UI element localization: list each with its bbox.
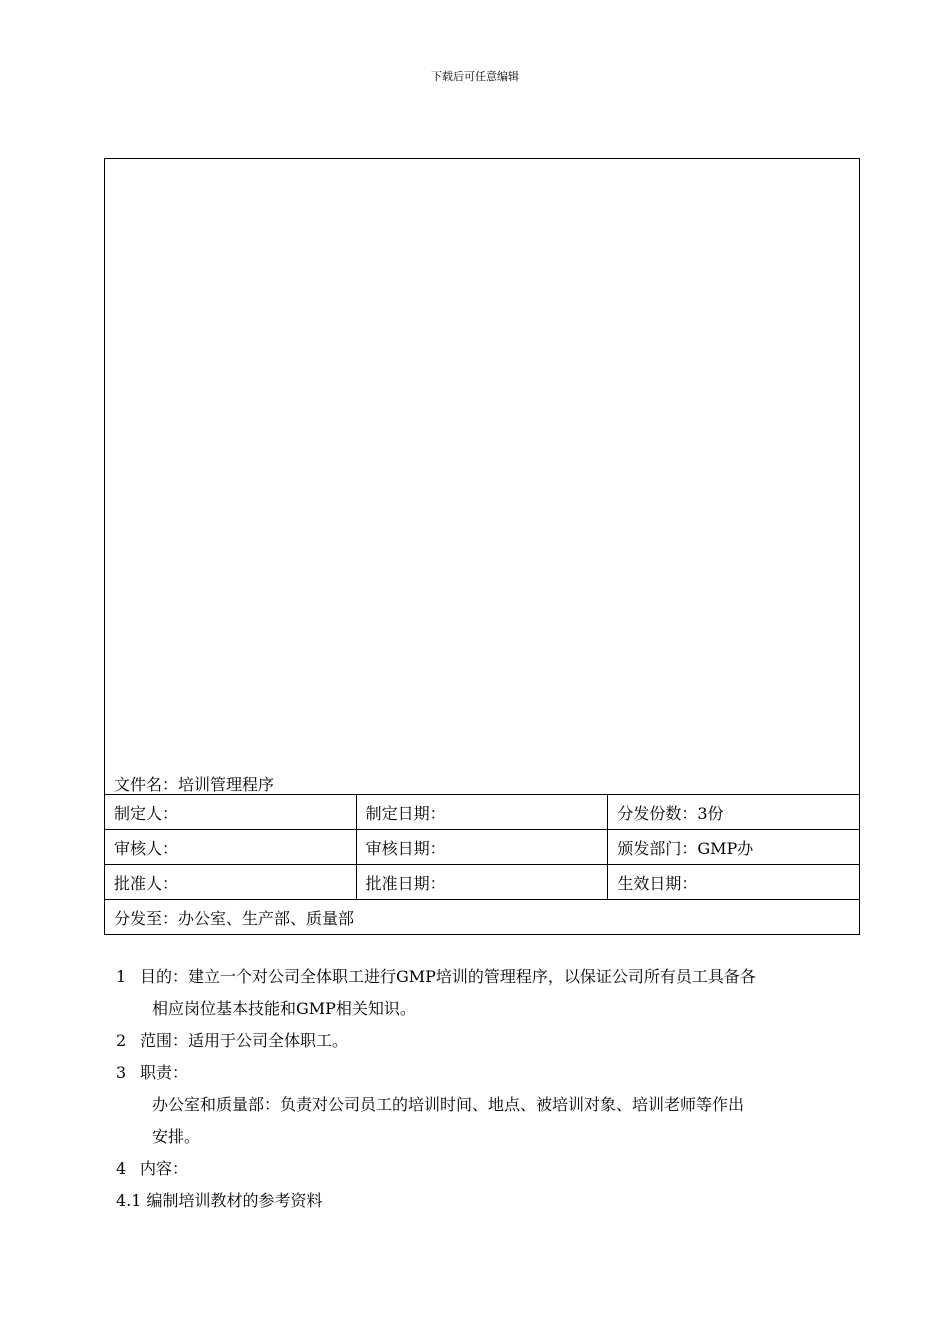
review-date-cell: 审核日期：	[356, 830, 608, 865]
approval-date-cell: 批准日期：	[356, 865, 608, 900]
purpose-line-2: 相应岗位基本技能和GMP相关知识。	[152, 999, 416, 1018]
drafter-cell: 制定人：	[105, 795, 357, 830]
purpose-line-1: 目的：建立一个对公司全体职工进行GMP培训的管理程序，以保证公司所有员工具备各	[140, 967, 756, 986]
document-body	[116, 961, 876, 1217]
responsibility-line-2: 安排。	[152, 1127, 201, 1146]
section-purpose	[116, 961, 876, 993]
copies-cell: 分发份数：3份	[608, 795, 860, 830]
subsection-4-1: 4.1 编制培训教材的参考资料	[116, 1191, 323, 1210]
section-number: 3	[116, 1063, 127, 1082]
section-responsibility	[116, 1057, 876, 1089]
section-scope	[116, 1025, 876, 1057]
distribution-cell: 分发至：办公室、生产部、质量部	[105, 900, 860, 935]
reviewer-cell: 审核人：	[105, 830, 357, 865]
section-number: 1	[116, 967, 127, 986]
section-number: 4	[116, 1159, 127, 1178]
file-name: 文件名：培训管理程序	[114, 775, 275, 794]
responsibility-line-1: 办公室和质量部：负责对公司员工的培训时间、地点、被培训对象、培训老师等作出	[152, 1095, 745, 1114]
file-name-cell	[105, 159, 860, 795]
issuing-dept-cell: 颁发部门：GMP办	[608, 830, 860, 865]
content-heading: 内容：	[140, 1159, 189, 1178]
effective-date-cell: 生效日期：	[608, 865, 860, 900]
scope-text: 范围：适用于公司全体职工。	[140, 1031, 349, 1050]
draft-date-cell: 制定日期：	[356, 795, 608, 830]
approver-cell: 批准人：	[105, 865, 357, 900]
section-number: 2	[116, 1031, 127, 1050]
header-note: 下载后可任意编辑	[431, 70, 519, 83]
document-info-table	[104, 158, 860, 935]
responsibility-heading: 职责：	[140, 1063, 189, 1082]
section-content	[116, 1153, 876, 1185]
